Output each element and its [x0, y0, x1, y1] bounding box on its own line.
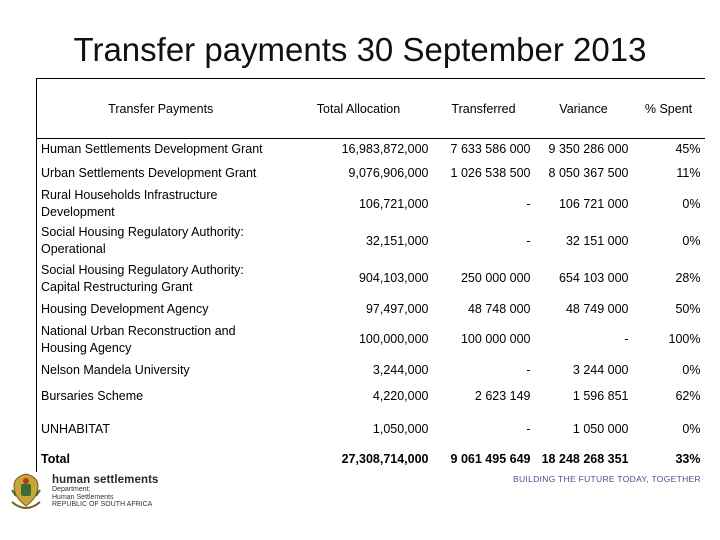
- row-variance: 9 350 286 000: [535, 139, 633, 161]
- row-transferred: -: [526, 196, 531, 211]
- row-name: Human Settlements Development Grant: [37, 139, 285, 161]
- table-row: [37, 411, 705, 448]
- row-allocation: 16,983,872,000: [285, 139, 433, 161]
- row-name: National Urban Reconstruction and Housing Agency: [37, 322, 285, 358]
- row-spent: 0%: [682, 233, 701, 248]
- table-row: [37, 383, 705, 411]
- logo-sub-line: REPUBLIC OF SOUTH AFRICA: [52, 501, 153, 508]
- row-name: UNHABITAT: [37, 411, 285, 448]
- table-row: [37, 358, 705, 383]
- header-percent-spent: % Spent: [633, 79, 705, 139]
- table-row: [37, 223, 705, 260]
- row-transferred: 250 000 000: [460, 271, 531, 285]
- row-spent: 0%: [682, 196, 701, 211]
- row-allocation: 9,076,906,000: [348, 165, 429, 180]
- row-allocation: 904,103,000: [358, 271, 429, 285]
- row-name: Social Housing Regulatory Authority: Capital Restructuring Grant: [37, 260, 285, 298]
- table-row: [37, 322, 705, 358]
- slide-title: Transfer payments 30 September 2013: [73, 31, 647, 68]
- header-total-allocation: Total Allocation: [285, 79, 433, 139]
- row-transferred: 2 623 149: [474, 389, 531, 403]
- header-transferred: Transferred: [433, 79, 535, 139]
- coat-of-arms-icon: [8, 472, 44, 516]
- row-transferred: 100 000 000: [460, 332, 531, 346]
- total-label: Total: [37, 448, 285, 472]
- row-allocation: 32,151,000: [365, 233, 429, 248]
- row-spent: 45%: [633, 139, 705, 161]
- row-variance: -: [624, 332, 629, 346]
- logo-title: human settlements: [52, 474, 159, 486]
- row-variance: 32 151 000: [565, 233, 629, 248]
- row-allocation: 100,000,000: [358, 332, 429, 346]
- total-allocation: 27,308,714,000: [341, 452, 429, 466]
- table-row: [37, 161, 705, 186]
- row-spent: 100%: [668, 332, 701, 346]
- row-transferred: -: [526, 421, 531, 436]
- row-name: Housing Development Agency: [37, 298, 285, 322]
- total-transferred: 9 061 495 649: [450, 452, 531, 466]
- row-spent: 62%: [675, 389, 701, 403]
- row-transferred: -: [526, 362, 531, 377]
- total-spent: 33%: [675, 452, 701, 466]
- row-spent: 28%: [675, 271, 701, 285]
- row-transferred: -: [526, 233, 531, 248]
- table-row: [37, 139, 705, 161]
- row-allocation: 106,721,000: [358, 196, 429, 211]
- header-transfer-payments: Transfer Payments: [37, 79, 285, 139]
- row-spent: 50%: [675, 302, 701, 316]
- row-allocation: 4,220,000: [372, 389, 429, 403]
- table-header-row: [37, 79, 705, 139]
- row-variance: 1 050 000: [572, 421, 629, 436]
- row-variance: 48 749 000: [565, 302, 629, 316]
- row-name: Rural Households Infrastructure Development: [37, 186, 285, 223]
- row-name: Bursaries Scheme: [37, 383, 285, 411]
- row-name: Nelson Mandela University: [37, 358, 285, 383]
- row-variance: 8 050 367 500: [548, 165, 629, 180]
- row-variance: 3 244 000: [572, 362, 629, 377]
- row-variance: 654 103 000: [558, 271, 629, 285]
- logo-sub-line: Department:: [52, 486, 91, 493]
- transfer-payments-table: [36, 78, 705, 472]
- row-name: Social Housing Regulatory Authority: Operational: [37, 223, 285, 260]
- table-row: [37, 186, 705, 223]
- row-spent: 11%: [676, 165, 701, 180]
- row-name: Urban Settlements Development Grant: [37, 161, 285, 186]
- row-transferred: 48 748 000: [467, 302, 531, 316]
- transfer-payments-table-container: [36, 78, 704, 472]
- table-row: [37, 298, 705, 322]
- footer-tagline: BUILDING THE FUTURE TODAY, TOGETHER: [513, 474, 701, 484]
- row-spent: 0%: [682, 362, 701, 377]
- total-row: [37, 448, 705, 472]
- row-allocation: 1,050,000: [372, 421, 429, 436]
- total-variance: 18 248 268 351: [541, 452, 629, 466]
- row-spent: 0%: [682, 421, 701, 436]
- row-allocation: 97,497,000: [365, 302, 429, 316]
- row-allocation: 3,244,000: [372, 362, 429, 377]
- header-variance: Variance: [535, 79, 633, 139]
- logo-sub-line: Human Settlements: [52, 493, 114, 501]
- row-transferred: 1 026 538 500: [450, 165, 531, 180]
- row-variance: 1 596 851: [572, 389, 629, 403]
- row-transferred: 7 633 586 000: [433, 139, 535, 161]
- slide-footer: [0, 470, 720, 540]
- table-row: [37, 260, 705, 298]
- department-logo: [52, 474, 159, 509]
- row-variance: 106 721 000: [558, 196, 629, 211]
